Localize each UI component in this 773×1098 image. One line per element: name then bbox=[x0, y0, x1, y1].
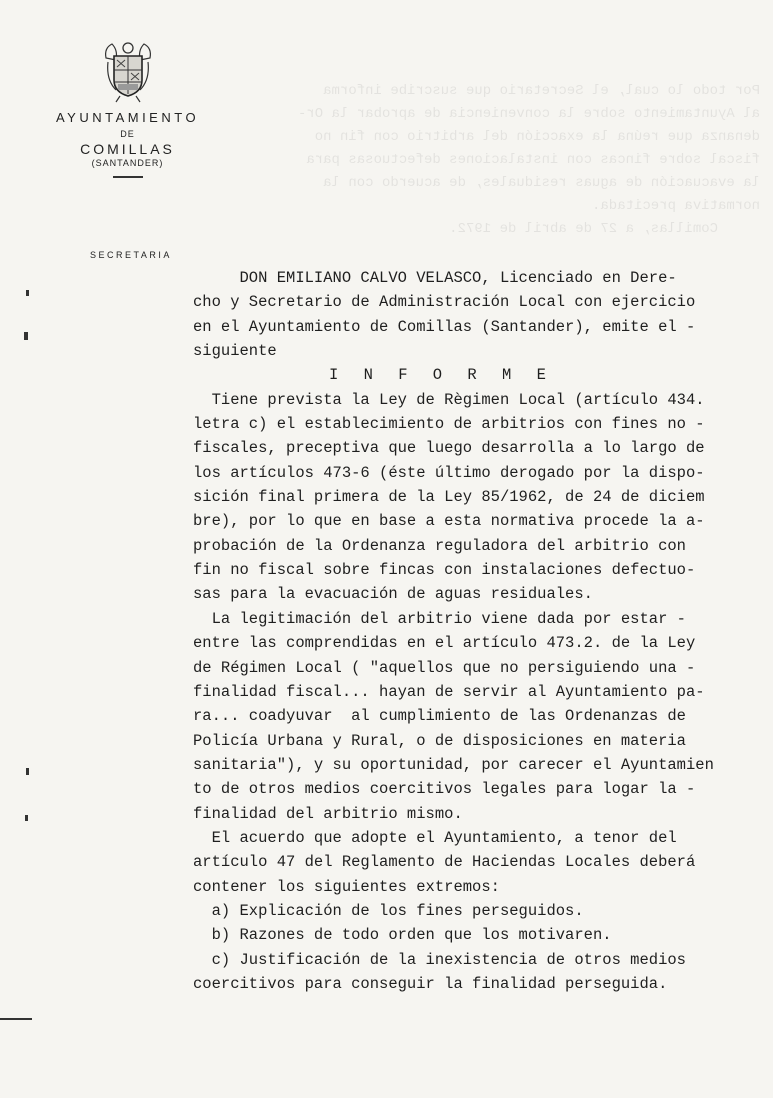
body-line: sanitaria"), y su oportunidad, por carecer el Ayuntamien bbox=[193, 755, 714, 774]
body-line: los artículos 473-6 (éste último derogado por la dispo- bbox=[193, 463, 705, 482]
body-line: cho y Secretario de Administración Local con ejercicio bbox=[193, 293, 696, 312]
body-line: to de otros medios coercitivos legales para logar la - bbox=[193, 780, 696, 799]
body-line: c) Justificación de la inexistencia de otros medios bbox=[193, 950, 686, 969]
body-line: en el Ayuntamiento de Comillas (Santander), emite el - bbox=[193, 317, 696, 336]
report-title: I N F O R M E bbox=[329, 366, 554, 385]
body-line: entre las comprendidas en el artículo 473.2. de la Ley bbox=[193, 634, 696, 653]
body-line: Policía Urbana y Rural, o de disposiciones en materia bbox=[193, 731, 686, 750]
body-line: probación de la Ordenanza reguladora del arbitrio con bbox=[193, 536, 686, 555]
letterhead-de: DE bbox=[120, 129, 135, 139]
department-label: SECRETARIA bbox=[90, 250, 172, 260]
letterhead-title: AYUNTAMIENTO bbox=[55, 110, 200, 125]
body-line: fin no fiscal sobre fincas con instalaciones defectuo- bbox=[193, 561, 696, 580]
report-body bbox=[193, 266, 753, 996]
margin-mark bbox=[24, 332, 28, 340]
body-line: fiscales, preceptiva que luego desarrolla a lo largo de bbox=[193, 439, 705, 458]
body-line: a) Explicación de los fines perseguidos. bbox=[193, 901, 584, 920]
body-line: de Régimen Local ( "aquellos que no persiguiendo una - bbox=[193, 658, 696, 677]
coat-of-arms-icon bbox=[102, 40, 154, 104]
margin-mark bbox=[25, 815, 28, 821]
letterhead-province: (SANTANDER) bbox=[91, 158, 164, 168]
letterhead bbox=[40, 40, 215, 178]
margin-rule bbox=[0, 1018, 32, 1020]
body-line: finalidad del arbitrio mismo. bbox=[193, 804, 463, 823]
margin-mark bbox=[26, 290, 29, 296]
body-line: sición final primera de la Ley 85/1962, de 24 de diciem bbox=[193, 488, 705, 507]
letterhead-town: COMILLAS bbox=[80, 141, 175, 157]
body-line: b) Razones de todo orden que los motivaren. bbox=[193, 926, 612, 945]
body-line: La legitimación del arbitrio viene dada por estar - bbox=[193, 609, 686, 628]
body-line: contener los siguientes extremos: bbox=[193, 877, 500, 896]
body-line: artículo 47 del Reglamento de Haciendas Locales deberá bbox=[193, 853, 696, 872]
letterhead-rule bbox=[113, 176, 143, 178]
margin-mark bbox=[26, 768, 29, 775]
body-line: bre), por lo que en base a esta normativa procede la a- bbox=[193, 512, 705, 531]
body-line: finalidad fiscal... hayan de servir al Ayuntamiento pa- bbox=[193, 682, 705, 701]
body-line: DON EMILIANO CALVO VELASCO, Licenciado en Dere- bbox=[193, 269, 677, 287]
body-line: sas para la evacuación de aguas residuales. bbox=[193, 585, 593, 604]
body-line: coercitivos para conseguir la finalidad perseguida. bbox=[193, 974, 668, 993]
body-line: ra... coadyuvar al cumplimiento de las Ordenanzas de bbox=[193, 707, 686, 726]
body-line: siguiente bbox=[193, 342, 277, 361]
body-line: El acuerdo que adopte el Ayuntamiento, a tenor del bbox=[193, 828, 677, 847]
body-line: letra c) el establecimiento de arbitrios con fines no - bbox=[193, 415, 705, 434]
body-line: Tiene prevista la Ley de Règimen Local (artículo 434. bbox=[193, 390, 705, 409]
